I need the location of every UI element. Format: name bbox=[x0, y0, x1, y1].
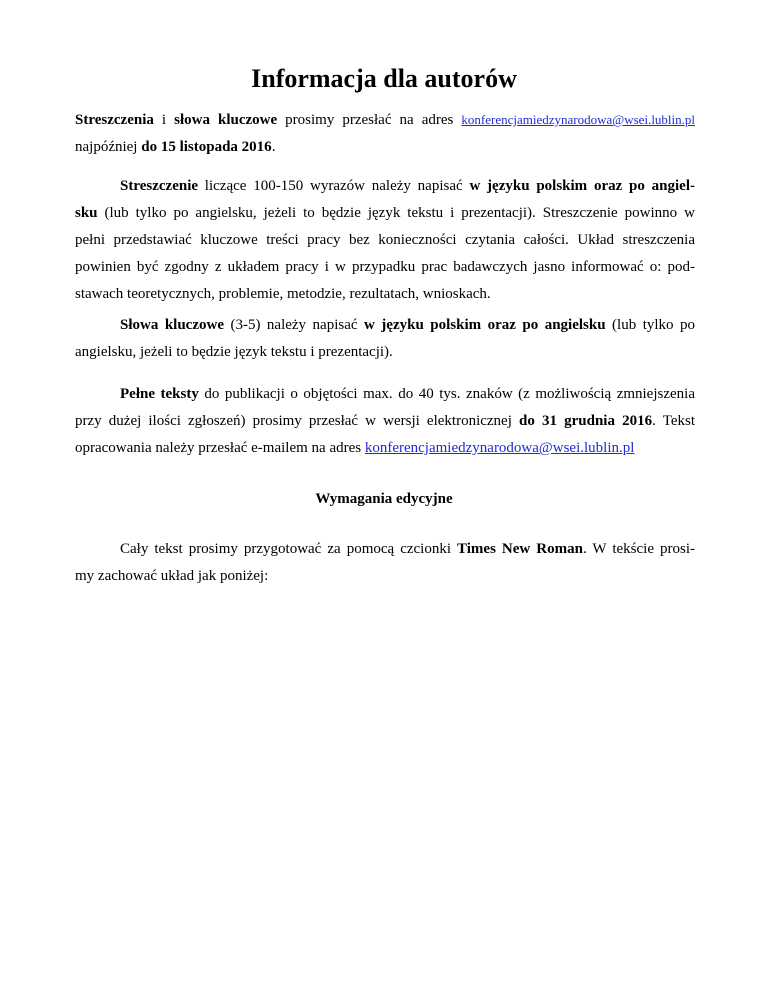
text-span: . bbox=[271, 139, 276, 155]
paragraph-formatting bbox=[75, 536, 695, 590]
bold-term: słowa kluczowe bbox=[174, 112, 278, 128]
font-name: Times New Roman bbox=[457, 541, 583, 557]
text-span: prosimy przesłać na adres bbox=[277, 112, 462, 128]
text-span: . Tekst bbox=[652, 413, 695, 429]
paragraph-line bbox=[75, 381, 695, 408]
text-span: do publikacji o objętości max. do 40 tys. znaków (z możliwością zmniejszenia bbox=[198, 386, 695, 402]
paragraph-line: pełni przedstawiać kluczowe treści pracy bez konieczności czytania całości. Układ streszczenia bbox=[75, 232, 695, 248]
bold-term: sku bbox=[75, 205, 98, 221]
text-span: Cały tekst prosimy przygotować za pomocą czcionki bbox=[120, 541, 458, 557]
deadline-date: do 15 listopada 2016 bbox=[141, 139, 272, 155]
page-title: Informacja dla autorów bbox=[251, 64, 517, 93]
text-span: (lub tylko po bbox=[605, 317, 696, 333]
text-span: . W tekście prosi- bbox=[582, 541, 695, 557]
email-link[interactable]: konferencjamiedzynarodowa@wsei.lublin.pl bbox=[461, 112, 696, 127]
paragraph-line: powinien być zgodny z układem pracy i w przypadku prac badawczych jasno informować o: pod- bbox=[75, 259, 695, 275]
paragraph-submission-info bbox=[75, 106, 695, 161]
section-heading: Wymagania edycyjne bbox=[315, 491, 453, 507]
text-span: i bbox=[153, 112, 175, 128]
text-span: przy dużej ilości zgłoszeń) prosimy przesłać w wersji elektronicznej bbox=[75, 413, 520, 429]
paragraph-line bbox=[75, 435, 695, 462]
bold-term: Pełne teksty bbox=[120, 386, 199, 402]
paragraph-line: my zachować układ jak poniżej: bbox=[75, 568, 269, 584]
deadline-date: do 31 grudnia 2016 bbox=[519, 413, 653, 429]
paragraph-line bbox=[75, 536, 695, 563]
email-link[interactable]: konferencjamiedzynarodowa@wsei.lublin.pl bbox=[364, 440, 635, 456]
text-span: (3-5) należy napisać bbox=[223, 317, 364, 333]
paragraph-line bbox=[75, 312, 695, 339]
paragraph-line: stawach teoretycznych, problemie, metodzie, rezultatach, wnioskach. bbox=[75, 286, 491, 302]
text-span: (lub tylko po angielsku, jeżeli to będzie język tekstu i prezentacji). Streszczenie powinno w bbox=[97, 205, 695, 221]
bold-term: Streszczenie bbox=[120, 178, 199, 194]
text-span: liczące 100-150 wyrazów należy napisać bbox=[198, 178, 470, 194]
text-span: najpóźniej bbox=[75, 139, 142, 155]
bold-term: Streszczenia bbox=[75, 112, 154, 128]
paragraph-line bbox=[75, 408, 695, 435]
bold-term: w języku polskim oraz po angielsku bbox=[364, 317, 606, 333]
paragraph-line bbox=[75, 200, 695, 227]
bold-term: w języku polskim oraz po angiel- bbox=[469, 178, 696, 194]
paragraph-line bbox=[75, 173, 695, 200]
bold-term: Słowa kluczowe bbox=[120, 317, 224, 333]
paragraph-line bbox=[75, 106, 695, 134]
paragraph-line bbox=[75, 134, 695, 161]
paragraph-keywords bbox=[75, 312, 695, 366]
paragraph-abstract bbox=[75, 173, 695, 308]
text-span: opracowania należy przesłać e-mailem na adres bbox=[75, 440, 365, 456]
paragraph-full-texts bbox=[75, 381, 695, 462]
paragraph-line: angielsku, jeżeli to będzie język tekstu i prezentacji). bbox=[75, 344, 393, 360]
